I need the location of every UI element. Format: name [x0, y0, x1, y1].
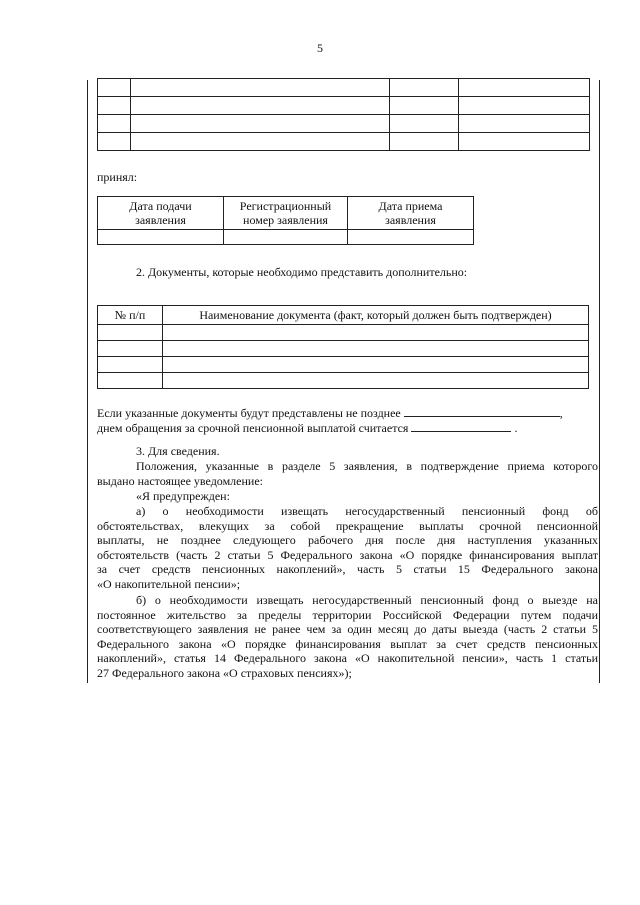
page-number: 5: [317, 41, 323, 55]
table-row: [98, 373, 589, 389]
docs-deadline-line1: Если указанные документы будут представлены не позднее ,: [97, 406, 563, 420]
header-submit-date: Дата подачи заявления: [98, 197, 224, 230]
right-frame-line-lower: [599, 158, 600, 683]
left-frame-line: [87, 80, 88, 158]
header-document-name: Наименование документа (факт, который должен быть подтвержден): [163, 306, 589, 325]
section2-title: 2. Документы, которые необходимо представить дополнительно:: [136, 265, 468, 279]
receipt-table: [97, 196, 474, 245]
continuation-table: [97, 78, 590, 151]
table-row: [98, 79, 590, 97]
header-accept-date: Дата приема заявления: [348, 197, 474, 230]
right-frame-line: [599, 80, 600, 158]
header-reg-number: Регистрационный номер заявления: [224, 197, 348, 230]
item-b-paragraph: б) о необходимости извещать негосударственный пенсионный фонд о выезде на постоянное жительство за пределы территории Российской Федерации путем подачи соответствующего заявления не ранее чем за один месяц до даты выезда (часть 2 статьи 5 Федерального закона «О порядке финансирования выплат за счет средств пенсионных накоплений», статья 14 Федерального закона «О накопительной пенсии», часть 1 статьи 27 Федерального закона «О страховых пенсиях»);: [97, 593, 598, 680]
left-frame-line-lower: [87, 158, 88, 683]
table-row: [98, 230, 474, 245]
accepted-label: принял:: [97, 170, 138, 184]
table-header-row: [98, 197, 474, 230]
table-row: [98, 357, 589, 373]
table-row: [98, 341, 589, 357]
item-a-paragraph: а) о необходимости извещать негосударственный пенсионный фонд об обстоятельствах, влекущих за собой прекращение выплаты срочной пенсионной выплаты, не позднее следующего рабочего дня после дня наступления указанных обстоятельств (часть 2 статьи 5 Федерального закона «О порядке финансирования выплат за счет средств пенсионных накоплений», часть 5 статьи 15 Федерального закона «О накопительной пенсии»;: [97, 504, 598, 591]
deadline-date-blank[interactable]: [404, 405, 560, 417]
provisions-paragraph: Положения, указанные в разделе 5 заявления, в подтверждение приема которого выдано настоящее уведомление:: [97, 459, 598, 488]
header-number: № п/п: [98, 306, 163, 325]
table-row: [98, 325, 589, 341]
application-date-blank[interactable]: [411, 420, 511, 432]
documents-table: [97, 305, 589, 389]
warned-line: «Я предупрежден:: [136, 489, 230, 503]
table-row: [98, 133, 590, 151]
section3-title: 3. Для сведения.: [136, 444, 220, 458]
table-header-row: [98, 306, 589, 325]
table-row: [98, 115, 590, 133]
table-row: [98, 97, 590, 115]
docs-deadline-line2: днем обращения за срочной пенсионной выплатой считается .: [97, 421, 518, 435]
